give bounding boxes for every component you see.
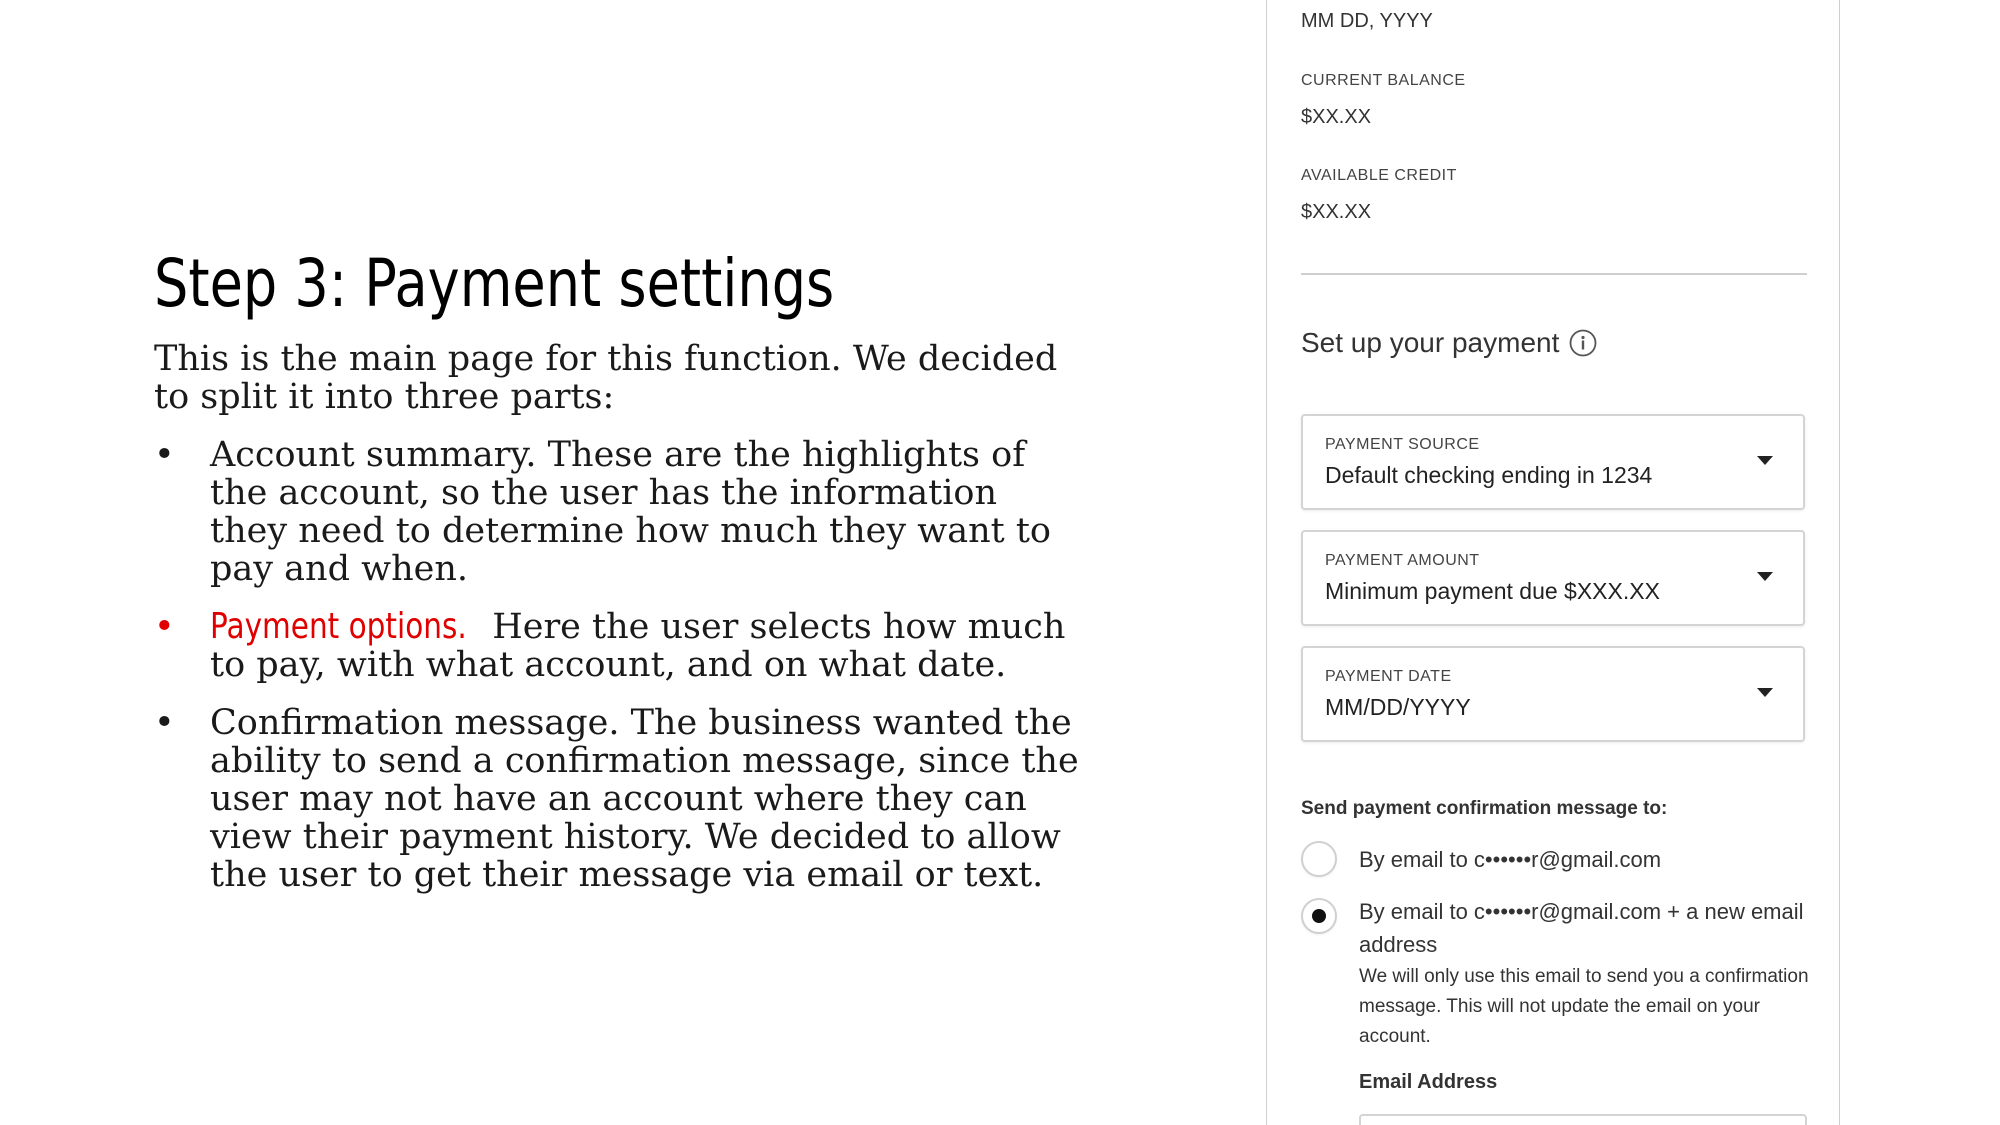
available-credit-label: AVAILABLE CREDIT bbox=[1301, 167, 1457, 184]
payment-amount-value: Minimum payment due $XXX.XX bbox=[1325, 578, 1660, 604]
radio-email-new[interactable] bbox=[1301, 898, 1337, 934]
radio-email-existing-label[interactable]: By email to c••••••r@gmail.com bbox=[1359, 847, 1662, 872]
bullet-marker: • bbox=[154, 435, 175, 475]
email-address-input[interactable] bbox=[1359, 1114, 1807, 1125]
radio-email-existing[interactable] bbox=[1301, 841, 1337, 877]
chevron-down-icon bbox=[1757, 688, 1773, 697]
payment-screenshot-panel bbox=[1266, 0, 1840, 1125]
helper-text: We will only use this email to send you a confirmation message. This will not update the email on your account. bbox=[1359, 966, 1809, 1047]
payment-date-value: MM/DD/YYYY bbox=[1325, 694, 1471, 720]
bullet-lead-highlight: Payment options. bbox=[210, 606, 467, 647]
chevron-down-icon bbox=[1757, 456, 1773, 465]
payment-date-label: PAYMENT DATE bbox=[1325, 668, 1452, 685]
bullet-payment-options bbox=[154, 608, 1084, 684]
bullet-account-summary bbox=[154, 436, 1084, 588]
setup-payment-heading bbox=[1301, 327, 1597, 359]
section-divider bbox=[1301, 273, 1807, 275]
current-balance-value: $XX.XX bbox=[1301, 106, 1372, 128]
slide-intro: This is the main page for this function. We decided to split it into three parts: bbox=[154, 339, 1058, 417]
bullet-marker: • bbox=[154, 607, 175, 647]
payment-source-value: Default checking ending in 1234 bbox=[1325, 462, 1653, 488]
due-date-value: MM DD, YYYY bbox=[1301, 10, 1433, 32]
payment-source-select[interactable] bbox=[1301, 414, 1805, 510]
confirmation-heading: Send payment confirmation message to: bbox=[1301, 798, 1668, 819]
info-icon[interactable] bbox=[1569, 329, 1597, 357]
bullet-confirmation-message bbox=[154, 704, 1084, 894]
payment-date-select[interactable] bbox=[1301, 646, 1805, 742]
bullet-text: Here the user selects how much to pay, with what account, and on what date. bbox=[210, 607, 1066, 685]
bullet-text: Account summary. These are the highlights of the account, so the user has the information they need to determine how much they want to pay and when. bbox=[210, 435, 1051, 589]
payment-source-label: PAYMENT SOURCE bbox=[1325, 436, 1480, 453]
bullet-list bbox=[154, 436, 1084, 914]
slide-title: Step 3: Payment settings bbox=[154, 245, 835, 322]
available-credit-value: $XX.XX bbox=[1301, 201, 1372, 223]
payment-amount-select[interactable] bbox=[1301, 530, 1805, 626]
payment-amount-label: PAYMENT AMOUNT bbox=[1325, 552, 1480, 569]
bullet-text: Confirmation message. The business wanted the ability to send a confirmation message, since the user may not have an account where they can view their payment history. We decided to allow the user to get their message via email or text. bbox=[210, 703, 1079, 895]
email-address-label: Email Address bbox=[1359, 1071, 1498, 1093]
chevron-down-icon bbox=[1757, 572, 1773, 581]
radio-email-new-label[interactable]: By email to c••••••r@gmail.com + a new email address bbox=[1359, 899, 1804, 957]
setup-payment-title: Set up your payment bbox=[1301, 327, 1560, 358]
current-balance-label: CURRENT BALANCE bbox=[1301, 72, 1466, 89]
bullet-marker: • bbox=[154, 703, 175, 743]
